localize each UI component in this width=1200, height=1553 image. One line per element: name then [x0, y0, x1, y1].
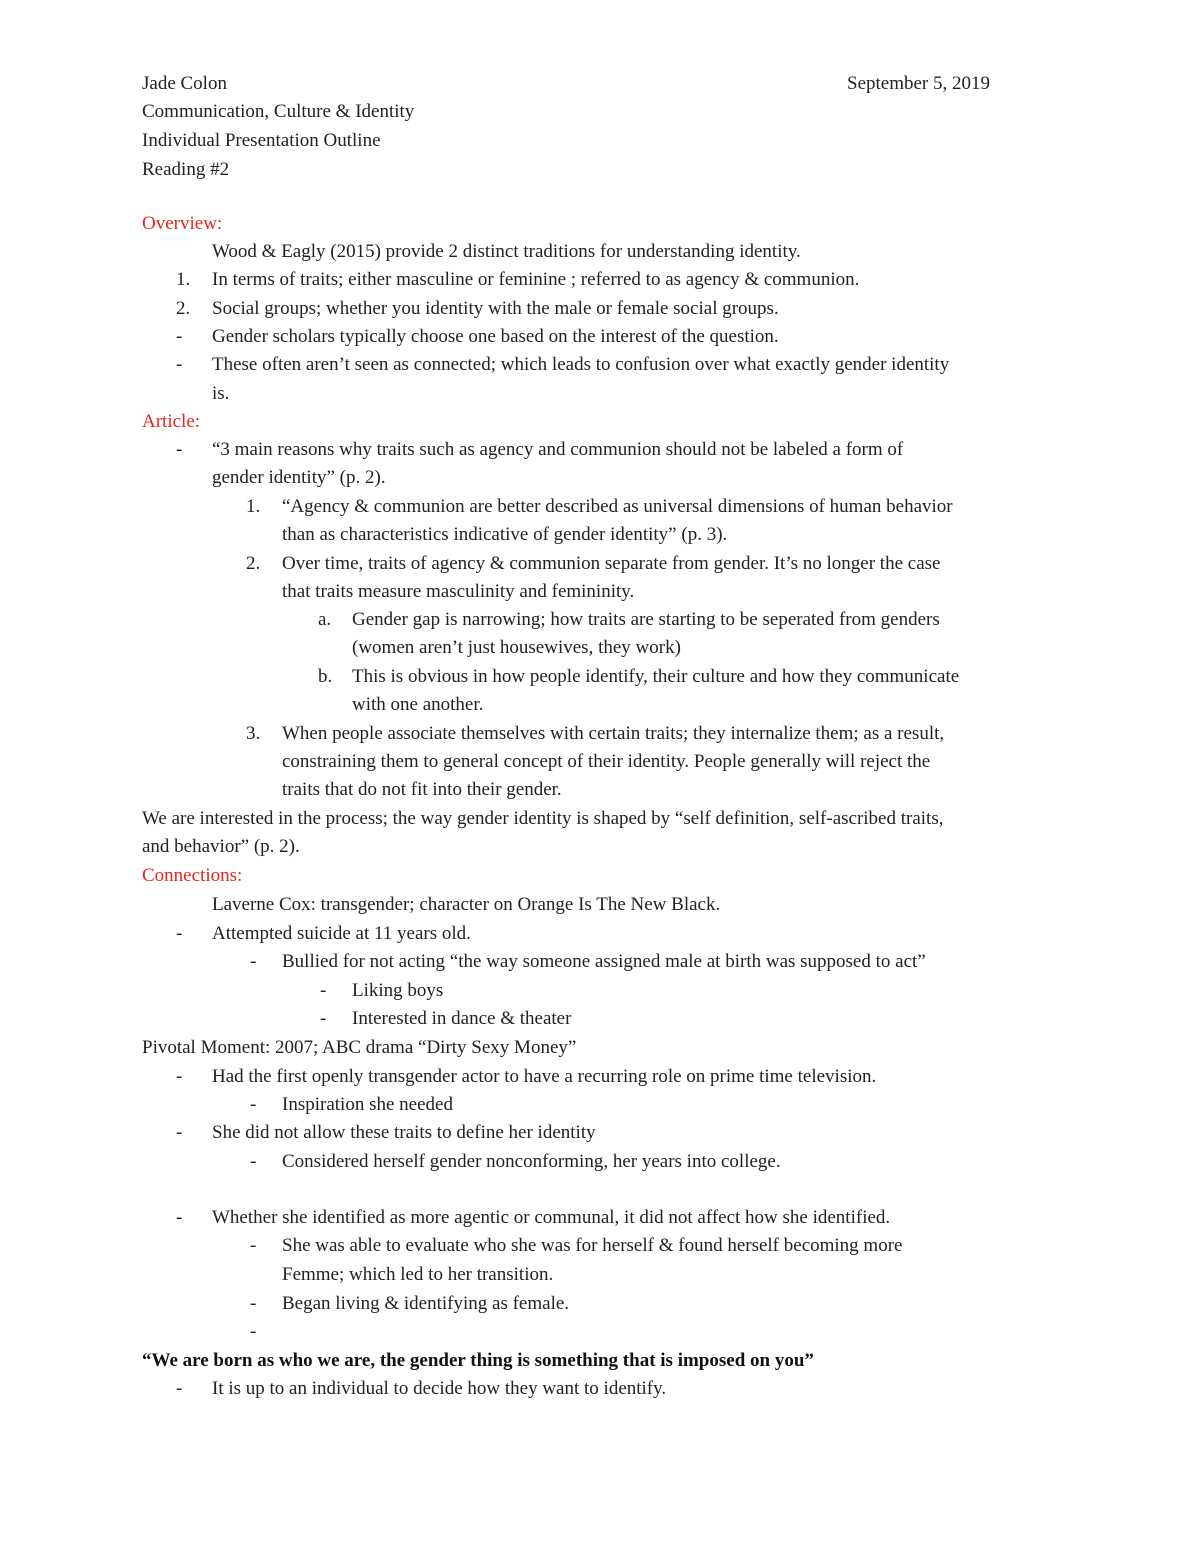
list-marker: 1.	[176, 269, 191, 290]
article-quote: “3 main reasons why traits such as agency and communion should not be labeled a form of	[212, 439, 904, 460]
reason-two: Over time, traits of agency & communion separate from gender. It’s no longer the case	[282, 553, 941, 574]
evaluate-self: She was able to evaluate who she was for herself & found herself becoming more	[282, 1235, 903, 1256]
reason-one: “Agency & communion are better described as universal dimensions of human behavior	[282, 496, 953, 517]
inspiration-point: Inspiration she needed	[282, 1094, 453, 1115]
overview-heading: Overview:	[142, 213, 223, 234]
assignment-title: Individual Presentation Outline	[142, 130, 381, 151]
reading-label: Reading #2	[142, 159, 230, 180]
bullet-dash: -	[176, 923, 183, 944]
first-transgender-actor: Had the first openly transgender actor to have a recurring role on prime time television.	[212, 1066, 877, 1087]
bullet-dash: -	[176, 1378, 183, 1399]
reason-one-cont: than as characteristics indicative of gender identity” (p. 3).	[282, 524, 728, 545]
list-marker: 2.	[246, 553, 261, 574]
overview-item-social-groups: Social groups; whether you identity with the male or female social groups.	[212, 298, 779, 319]
list-marker: 2.	[176, 298, 191, 319]
interest-statement-cont: and behavior” (p. 2).	[142, 836, 300, 857]
article-heading: Article:	[142, 411, 201, 432]
closing-quote: “We are born as who we are, the gender thing is something that is imposed on you”	[142, 1350, 814, 1371]
pivotal-moment: Pivotal Moment: 2007; ABC drama “Dirty Sexy Money”	[142, 1037, 577, 1058]
reason-three: When people associate themselves with certain traits; they internalize them; as a result,	[282, 723, 945, 744]
evaluate-self-cont: Femme; which led to her transition.	[282, 1264, 554, 1285]
liking-boys: Liking boys	[352, 980, 444, 1001]
author-name: Jade Colon	[142, 73, 227, 94]
bullet-dash: -	[250, 1235, 257, 1256]
began-living: Began living & identifying as female.	[282, 1293, 570, 1314]
reason-three-cont: constraining them to general concept of their identity. People generally will reject the	[282, 751, 931, 772]
overview-item-confusion-cont: is.	[212, 383, 230, 404]
bullet-dash: -	[320, 1008, 327, 1029]
subpoint-b-cont: with one another.	[352, 694, 484, 715]
bullet-dash: -	[320, 980, 327, 1001]
attempted-suicide: Attempted suicide at 11 years old.	[212, 923, 471, 944]
subpoint-a: Gender gap is narrowing; how traits are starting to be seperated from genders	[352, 609, 940, 630]
list-marker: 1.	[246, 496, 261, 517]
empty-bullet-dash: -	[250, 1321, 257, 1342]
bullet-dash: -	[250, 1151, 257, 1172]
connections-intro: Laverne Cox: transgender; character on Orange Is The New Black.	[212, 894, 721, 915]
overview-item-confusion: These often aren’t seen as connected; which leads to confusion over what exactly gender identity	[212, 354, 950, 375]
subpoint-b: This is obvious in how people identify, their culture and how they communicate	[352, 666, 960, 687]
bullet-dash: -	[176, 1122, 183, 1143]
bullet-dash: -	[176, 1066, 183, 1087]
course-title: Communication, Culture & Identity	[142, 101, 415, 122]
subpoint-a-cont: (women aren’t just housewives, they work)	[352, 637, 681, 658]
individual-decision: It is up to an individual to decide how they want to identify.	[212, 1378, 667, 1399]
dance-theater: Interested in dance & theater	[352, 1008, 572, 1029]
list-marker: b.	[318, 666, 333, 687]
list-marker: a.	[318, 609, 332, 630]
traits-not-define: She did not allow these traits to define her identity	[212, 1122, 596, 1143]
reason-three-cont: traits that do not fit into their gender.	[282, 779, 562, 800]
bullied-point: Bullied for not acting “the way someone assigned male at birth was supposed to act”	[282, 951, 926, 972]
agentic-communal: Whether she identified as more agentic or communal, it did not affect how she identified.	[212, 1207, 891, 1228]
reason-two-cont: that traits measure masculinity and femininity.	[282, 581, 635, 602]
interest-statement: We are interested in the process; the way gender identity is shaped by “self definition, self-ascribed traits,	[142, 808, 944, 829]
overview-intro: Wood & Eagly (2015) provide 2 distinct traditions for understanding identity.	[212, 241, 801, 262]
connections-heading: Connections:	[142, 865, 243, 886]
document-date: September 5, 2019	[847, 73, 991, 94]
overview-item-traits: In terms of traits; either masculine or feminine ; referred to as agency & communion.	[212, 269, 860, 290]
bullet-dash: -	[176, 326, 183, 347]
overview-item-scholars: Gender scholars typically choose one based on the interest of the question.	[212, 326, 779, 347]
bullet-dash: -	[250, 1293, 257, 1314]
article-quote-cont: gender identity” (p. 2).	[212, 467, 386, 488]
bullet-dash: -	[176, 354, 183, 375]
list-marker: 3.	[246, 723, 261, 744]
bullet-dash: -	[250, 1094, 257, 1115]
bullet-dash: -	[250, 951, 257, 972]
bullet-dash: -	[176, 439, 183, 460]
gender-nonconforming: Considered herself gender nonconforming, her years into college.	[282, 1151, 781, 1172]
bullet-dash: -	[176, 1207, 183, 1228]
